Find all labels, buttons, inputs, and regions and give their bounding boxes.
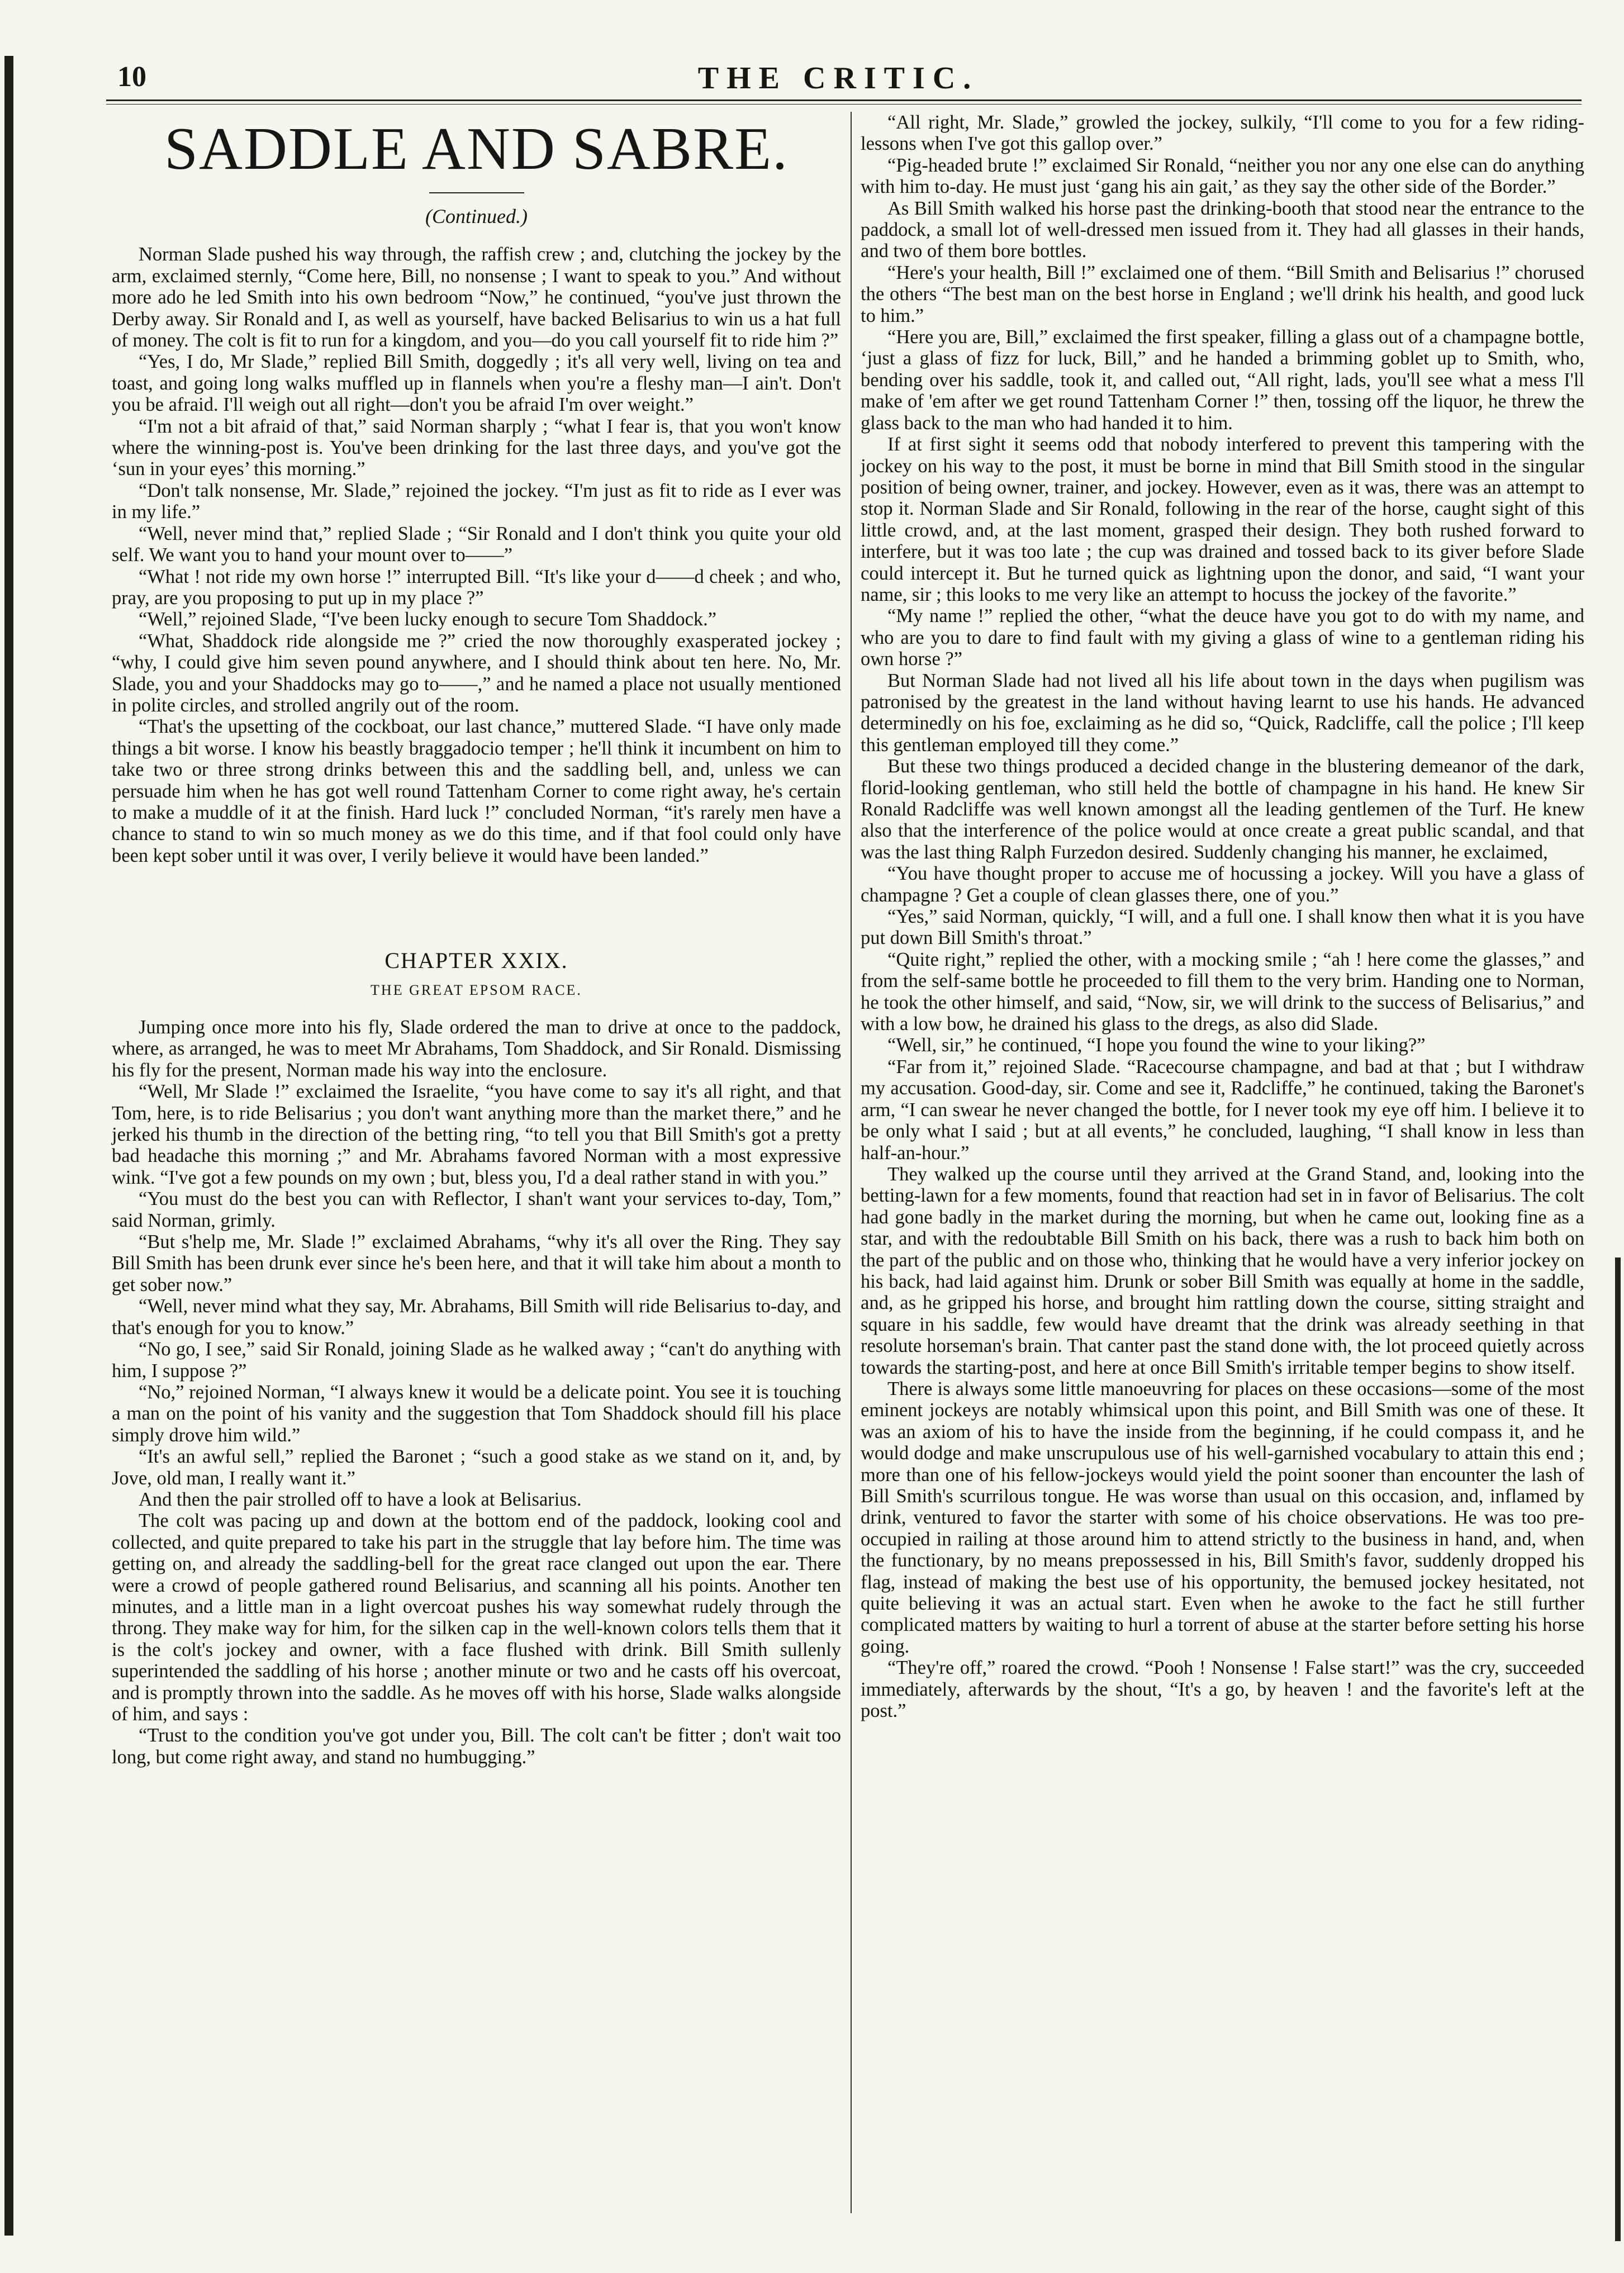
page-header (84, 60, 1593, 99)
paragraph: “What ! not ride my own horse !” interrupted Bill. “It's like your d——d cheek ; and who, pray, are you proposing to put up in my place ?” (112, 566, 841, 609)
paragraph: “Quite right,” replied the other, with a mocking smile ; “ah ! here come the glasses,” and from the self-same bottle he proceeded to fill them to the very brim. Handing one to Norman, he took the other himself, and said, “Now, sir, we will drink to the success of Belisarius,” and with a low bow, he drained his glass to the dregs, as also did Slade. (861, 948, 1584, 1035)
paragraph: “I'm not a bit afraid of that,” said Norman sharply ; “what I fear is, that you won't know where the winning-post is. You've been drinking for the last three days, and you've got the ‘sun in your eyes’ this morning.” (112, 415, 841, 480)
paragraph: “Well,” rejoined Slade, “I've been lucky enough to secure Tom Shaddock.” (139, 609, 717, 630)
column-divider (851, 112, 852, 2213)
paragraph: “Well, never mind what they say, Mr. Abrahams, Bill Smith will ride Belisarius to-day, and that's enough for you to know.” (112, 1296, 841, 1339)
paragraph: “They're off,” roared the crowd. “Pooh ! Nonsense ! False start!” was the cry, succeeded immediately, afterwards by the shout, “It's a go, by heaven ! and the favorite's left at the post.” (861, 1657, 1584, 1722)
paragraph: “Trust to the condition you've got under you, Bill. The colt can't be fitter ; don't wait too long, but come right away, and stand no humbugging.” (112, 1725, 841, 1768)
paragraph: “Here's your health, Bill !” exclaimed one of them. “Bill Smith and Belisarius !” chorused the others “The best man on the best horse in England ; we'll drink his health, and good luck to him.” (861, 262, 1584, 326)
paragraph: “My name !” replied the other, “what the deuce have you got to do with my name, and who are you to dare to find fault with my giving a glass of wine to a gentleman riding his own horse ?” (861, 605, 1584, 670)
scan-binding-edge (4, 56, 13, 2236)
paragraph: “It's an awful sell,” replied the Baronet ; “such a good stake as we stand on it, and, by Jove, old man, I really want it.” (112, 1446, 841, 1489)
paragraph: “No,” rejoined Norman, “I always knew it would be a delicate point. You see it is touching a man on the point of his vanity and the suggestion that Tom Shaddock should fill his place simply drove him wild.” (112, 1381, 841, 1446)
scan-right-edge (1615, 1257, 1621, 2241)
right-column (861, 112, 1584, 1721)
continued-note: (Continued.) (425, 205, 528, 227)
paragraph: “No go, I see,” said Sir Ronald, joining Slade as he walked away ; “can't do anything with him, I suppose ?” (112, 1339, 841, 1382)
paragraph: “Far from it,” rejoined Slade. “Racecourse champagne, and bad at that ; but I withdraw my accusation. Good-day, sir. Come and see it, Radcliffe,” he continued, taking the Baronet's arm, “I can swear he never changed the bottle, for I never took my eye off him. I believe it to be only what I said ; but at all events,” he concluded, laughing, “I shall know in less than half-an-hour.” (861, 1056, 1584, 1164)
chapter-subtitle: THE GREAT EPSOM RACE. (371, 981, 582, 998)
paragraph: “That's the upsetting of the cockboat, our last chance,” muttered Slade. “I have only made things a bit worse. I know his beastly braggadocio temper ; he'll think it incumbent on him to take two or three strong drinks between this and the saddling bell, and, unless we can persuade him when he has got well round Tattenham Corner to come right away, he's certain to make a muddle of it at the finish. Hard luck !” concluded Norman, “it's rarely men have a chance to stand to win so much money as we do this time, and if that fool could only have been kept sober until it was over, I verily believe it would have been landed.” (112, 716, 841, 866)
paragraph: “You must do the best you can with Reflector, I shan't want your services to-day, Tom,” said Norman, grimly. (112, 1188, 841, 1231)
paragraph: If at first sight it seems odd that nobody interfered to prevent this tampering with the jockey on his way to the post, it must be borne in mind that Bill Smith stood in the singular position of being owner, trainer, and jockey. However, even as it was, there was an attempt to stop it. Norman Slade and Sir Ronald, following in the rear of the horse, caught sight of this little crowd, and, at the last moment, grasped their design. They both rushed forward to interfere, but it was too late ; the cup was drained and tossed back to its giver before Slade could intercept it. But he turned quick as lightning upon the donor, and said, “I want your name, sir ; this looks to me very like an attempt to hocuss the jockey of the favorite.” (861, 434, 1584, 605)
right-paragraphs (861, 112, 1584, 1721)
paragraph: “What, Shaddock ride alongside me ?” cried the now thoroughly exasperated jockey ; “why, I could give him seven pound anywhere, and I should think about ten here. No, Mr. Slade, you and your Shaddocks may go to——,” and he named a place not usually mentioned in polite circles, and strolled angrily out of the room. (112, 630, 841, 716)
paragraph: “Yes, I do, Mr Slade,” replied Bill Smith, doggedly ; it's all very well, living on tea and toast, and going long walks muffled up in flannels when you're a fleshy man—I ain't. Don't you be afraid. I'll weigh out all right—don't you be afraid I'm over weight.” (112, 351, 841, 416)
left-paragraphs (112, 244, 841, 866)
paragraph: Norman Slade pushed his way through, the raffish crew ; and, clutching the jockey by the arm, exclaimed sternly, “Come here, Bill, no nonsense ; I want to speak to you.” And without more ado he led Smith into his own bedroom “Now,” he continued, “you've just thrown the Derby away. Sir Ronald and I, as well as yourself, have backed Belisarius to win us a hat full of money. The colt is fit to run for a kingdom, and you—do you call yourself fit to ride him ?” (112, 244, 841, 352)
paragraph: “Pig-headed brute !” exclaimed Sir Ronald, “neither you nor any one else can do anything with him to-day. He must just ‘gang his ain gait,’ as they say the other side of the Border.” (861, 154, 1584, 198)
paragraph: “You have thought proper to accuse me of hocussing a jockey. Will you have a glass of champagne ? Get a couple of clean glasses there, one of you.” (861, 863, 1584, 906)
paragraph: “Well, sir,” he continued, “I hope you found the wine to your liking?” (887, 1035, 1426, 1056)
paragraph: “Don't talk nonsense, Mr. Slade,” rejoined the jockey. “I'm just as fit to ride as I ever was in my life.” (112, 480, 841, 523)
header-rule-thin (106, 104, 1582, 105)
paragraph: “Yes,” said Norman, quickly, “I will, and a full one. I shall know then what it is you have put down Bill Smith's throat.” (861, 906, 1584, 949)
paragraph: And then the pair strolled off to have a look at Belisarius. (139, 1488, 582, 1510)
paragraph: The colt was pacing up and down at the bottom end of the paddock, looking cool and collected, and quite prepared to take his part in the struggle that lay before him. The time was getting on, and already the saddling-bell for the great race clanged out upon the ear. There were a crowd of people gathered round Belisarius, and scanning all his points. Another ten minutes, and a little man in a light overcoat pushes his way somewhat rudely through the throng. They make way for him, for the silken cap in the well-known colors tells them that it is the colt's jockey and owner, with a face flushed with drink. Bill Smith sullenly superintended the saddling of his horse ; another minute or two and he casts off his overcoat, and is promptly thrown into the saddle. As he moves off with his horse, Slade walks alongside of him, and says : (112, 1510, 841, 1725)
title-rule (429, 192, 524, 193)
paragraph: Jumping once more into his fly, Slade ordered the man to drive at once to the paddock, where, as arranged, he was to meet Mr Abrahams, Tom Shaddock, and Sir Ronald. Dismissing his fly for the present, Norman made his way into the enclosure. (112, 1017, 841, 1081)
paragraph: “Well, never mind that,” replied Slade ; “Sir Ronald and I don't think you quite your old self. We want you to hand your mount over to——” (112, 523, 841, 566)
paragraph: “But s'help me, Mr. Slade !” exclaimed Abrahams, “why it's all over the Ring. They say Bill Smith has been drunk ever since he's been here, and that it will take him about a month to get sober now.” (112, 1231, 841, 1296)
page-number: 10 (117, 61, 146, 93)
paragraph: But Norman Slade had not lived all his life about town in the days when pugilism was patronised by the greatest in the land without having learnt to use his hands. He advanced determinedly on his foe, exclaiming as he did so, “Quick, Radcliffe, call the police ; I'll keep this gentleman employed till they come.” (861, 670, 1584, 756)
paragraph: “Here you are, Bill,” exclaimed the first speaker, filling a glass out of a champagne bottle, ‘just a glass of fizz for luck, Bill,” and he handed a brimming goblet up to Smith, who, bending over his saddle, took it, and called out, “All right, lads, you'll see what a mess I'll make of 'em after we get round Tattenham Corner !” then, tossing off the liquor, he threw the glass back to the man who had handed it to him. (861, 326, 1584, 434)
article-title: SADDLE AND SABRE. (164, 116, 789, 182)
header-rule (106, 99, 1582, 101)
paragraph: They walked up the course until they arrived at the Grand Stand, and, looking into the betting-lawn for a few moments, found that reaction had set in in favor of Belisarius. The colt had gone badly in the market during the morning, but when he came out, looking fine as a star, and with the redoubtable Bill Smith on his back, there was a rush to back him both on the part of the public and on those who, thinking that he would have a very inferior jockey on his back, had laid against him. Drunk or sober Bill Smith was equally at home in the saddle, and, as he gripped his horse, and brought him rattling down the course, sitting straight and square in his saddle, few would have dreamt that the drink was already seething in that resolute horseman's brain. That canter past the stand done with, the lot proceed quietly across towards the starting-post, and here at once Bill Smith's irritable temper begins to show itself. (861, 1163, 1584, 1378)
paragraph: As Bill Smith walked his horse past the drinking-booth that stood near the entrance to the paddock, a small lot of well-dressed men issued from it. They had all glasses in their hands, and two of them bore bottles. (861, 197, 1584, 262)
running-title: THE CRITIC. (697, 61, 979, 96)
paragraph: “Well, Mr Slade !” exclaimed the Israelite, “you have come to say it's all right, and that Tom, here, is to ride Belisarius ; you don't want anything more than the market there,” and he jerked his thumb in the direction of the betting ring, “to tell you that Bill Smith's got a pretty bad headache this morning ;” and Mr. Abrahams favored Norman with a most expressive wink. “I've got a few pounds on my own ; but, bless you, I'd a deal rather stand in with you.” (112, 1081, 841, 1188)
left-column (112, 112, 841, 1768)
paragraph: But these two things produced a decided change in the blustering demeanor of the dark, florid-looking gentleman, who still held the bottle of champagne in his hand. He knew Sir Ronald Radcliffe was well known amongst all the leading gentlemen of the Turf. He knew also that the interference of the police would at once create a great public scandal, and that was the last thing Ralph Furzedon desired. Suddenly changing his manner, he exclaimed, (861, 756, 1584, 863)
paragraph: “All right, Mr. Slade,” growled the jockey, sulkily, “I'll come to you for a few riding-lessons when I've got this gallop over.” (861, 112, 1584, 155)
paragraph: There is always some little manoeuvring for places on these occasions—some of the most eminent jockeys are notably whimsical upon this point, and Bill Smith was one of these. It was an axiom of his to have the inside from the beginning, if he could compass it, and he would dodge and make unscrupulous use of his well-garnished vocabulary to attain this end ; more than one of his fellow-jockeys would yield the point sooner than encounter the lash of Bill Smith's scurrilous tongue. He was worse than usual on this occasion, and, inflamed by drink, ventured to favor the starter with some of his choice observations. He was too pre-occupied in railing at those around him to attend strictly to the business in hand, and, when the functionary, by no means prepossessed in his, Bill Smith's favor, suddenly dropped his flag, instead of making the best use of his opportunity, the bemused jockey hesitated, not quite believing it was an actual start. Even when he awoke to the fact he still further complicated matters by waiting to hurl a torrent of abuse at the starter before setting his horse going. (861, 1378, 1584, 1657)
chapter-title: CHAPTER XXIX. (384, 948, 568, 974)
chapter-paragraphs (112, 1017, 841, 1768)
